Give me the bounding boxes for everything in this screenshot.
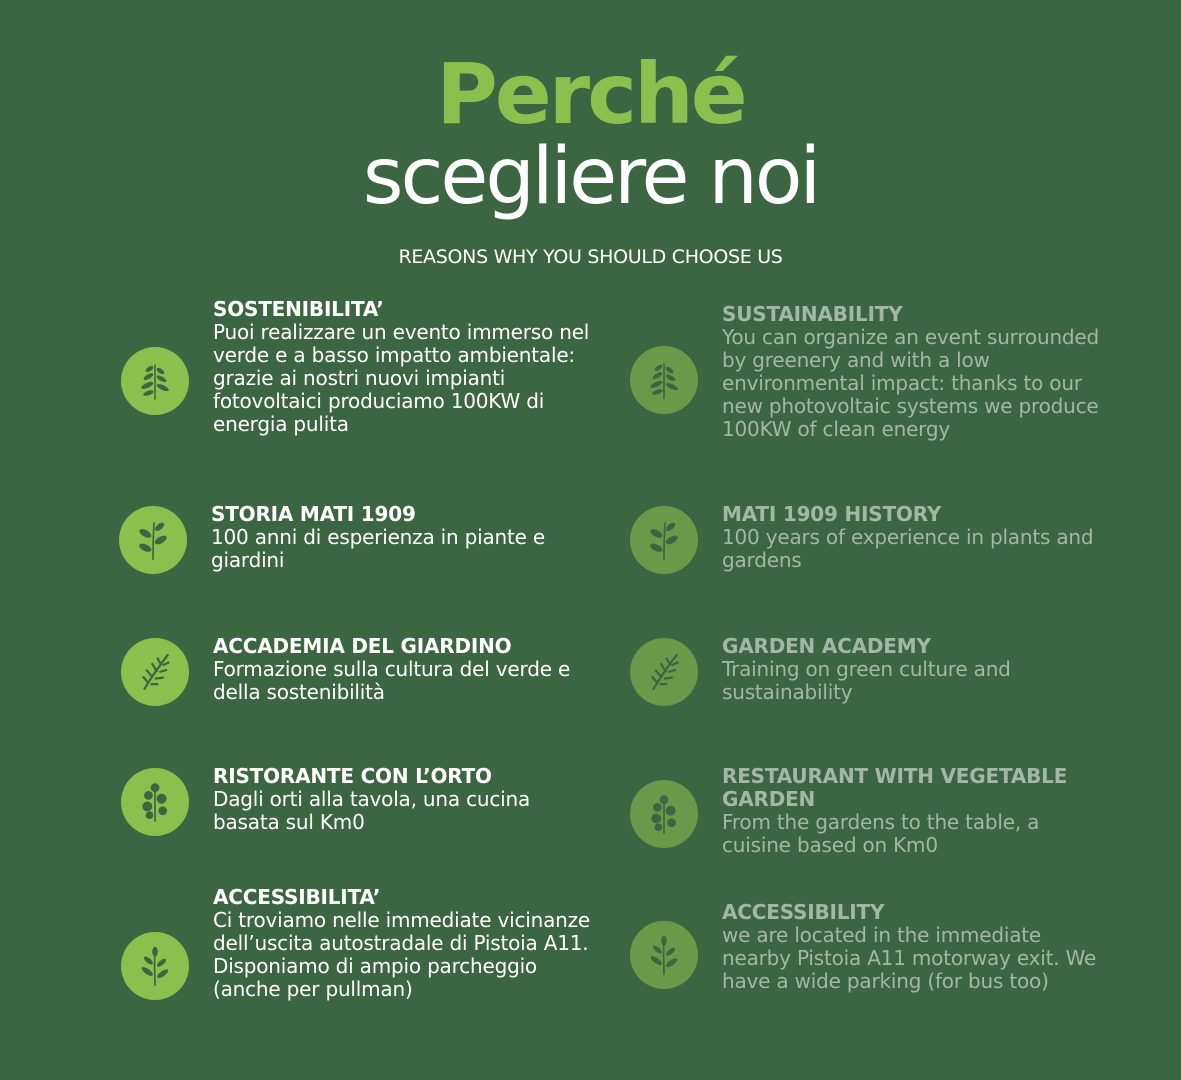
- item-en-academy: [722, 635, 1107, 704]
- item-it-accademia: [213, 635, 593, 704]
- item-text: Training on green culture and sustainability: [722, 657, 1011, 704]
- leafy-branch-icon: [630, 506, 698, 574]
- item-heading: SUSTAINABILITY: [722, 302, 903, 326]
- item-heading: MATI 1909 HISTORY: [722, 502, 942, 526]
- item-text: From the gardens to the table, a cuisine based on Km0: [722, 810, 1040, 857]
- subtitle: REASONS WHY YOU SHOULD CHOOSE US: [398, 246, 783, 268]
- item-text: 100 years of experience in plants and gardens: [722, 525, 1094, 572]
- item-it-accessibilita: [213, 886, 593, 1001]
- item-text: Dagli orti alla tavola, una cucina basata sul Km0: [213, 787, 531, 834]
- item-text: You can organize an event surrounded by greenery and with a low environmental impact: thanks to our new photovoltaic systems we produce 100KW of clean energy: [722, 325, 1100, 441]
- item-en-restaurant: [722, 765, 1107, 857]
- item-heading: GARDEN ACADEMY: [722, 634, 931, 658]
- fern-leaf-icon: [121, 638, 189, 706]
- item-it-storia: [211, 503, 591, 572]
- item-en-sustainability: [722, 303, 1107, 441]
- item-heading: RISTORANTE CON L’ORTO: [213, 764, 492, 788]
- item-heading: ACCESSIBILITY: [722, 900, 885, 924]
- parsley-icon: [121, 768, 189, 836]
- item-it-sostenibilita: [213, 298, 593, 436]
- item-text: Puoi realizzare un evento immerso nel verde e a basso impatto ambientale: grazie ai nostri nuovi impianti fotovoltaici produciamo 100KW di energia pulita: [213, 320, 590, 436]
- item-heading: SOSTENIBILITA’: [213, 297, 384, 321]
- herb-sprig-icon: [630, 346, 698, 414]
- item-heading: RESTAURANT WITH VEGETABLE GARDEN: [722, 764, 1068, 811]
- parsley-icon: [630, 780, 698, 848]
- leaf-stem-icon: [630, 921, 698, 989]
- item-heading: ACCADEMIA DEL GIARDINO: [213, 634, 512, 658]
- leaf-stem-icon: [121, 932, 189, 1000]
- item-text: 100 anni di esperienza in piante e giardini: [211, 525, 546, 572]
- item-heading: ACCESSIBILITA’: [213, 885, 381, 909]
- title-line2: scegliere noi: [362, 132, 819, 222]
- leafy-branch-icon: [119, 506, 187, 574]
- fern-leaf-icon: [630, 638, 698, 706]
- item-it-ristorante: [213, 765, 593, 834]
- item-en-history: [722, 503, 1107, 572]
- herb-sprig-icon: [121, 347, 189, 415]
- item-en-accessibility: [722, 901, 1107, 993]
- title-line1: Perché: [436, 45, 745, 143]
- item-heading: STORIA MATI 1909: [211, 502, 416, 526]
- item-text: we are located in the immediate nearby Pistoia A11 motorway exit. We have a wide parking (for bus too): [722, 923, 1097, 993]
- item-text: Formazione sulla cultura del verde e della sostenibilità: [213, 657, 571, 704]
- item-text: Ci troviamo nelle immediate vicinanze dell’uscita autostradale di Pistoia A11. Disponiamo di ampio parcheggio (anche per pullman): [213, 908, 591, 1001]
